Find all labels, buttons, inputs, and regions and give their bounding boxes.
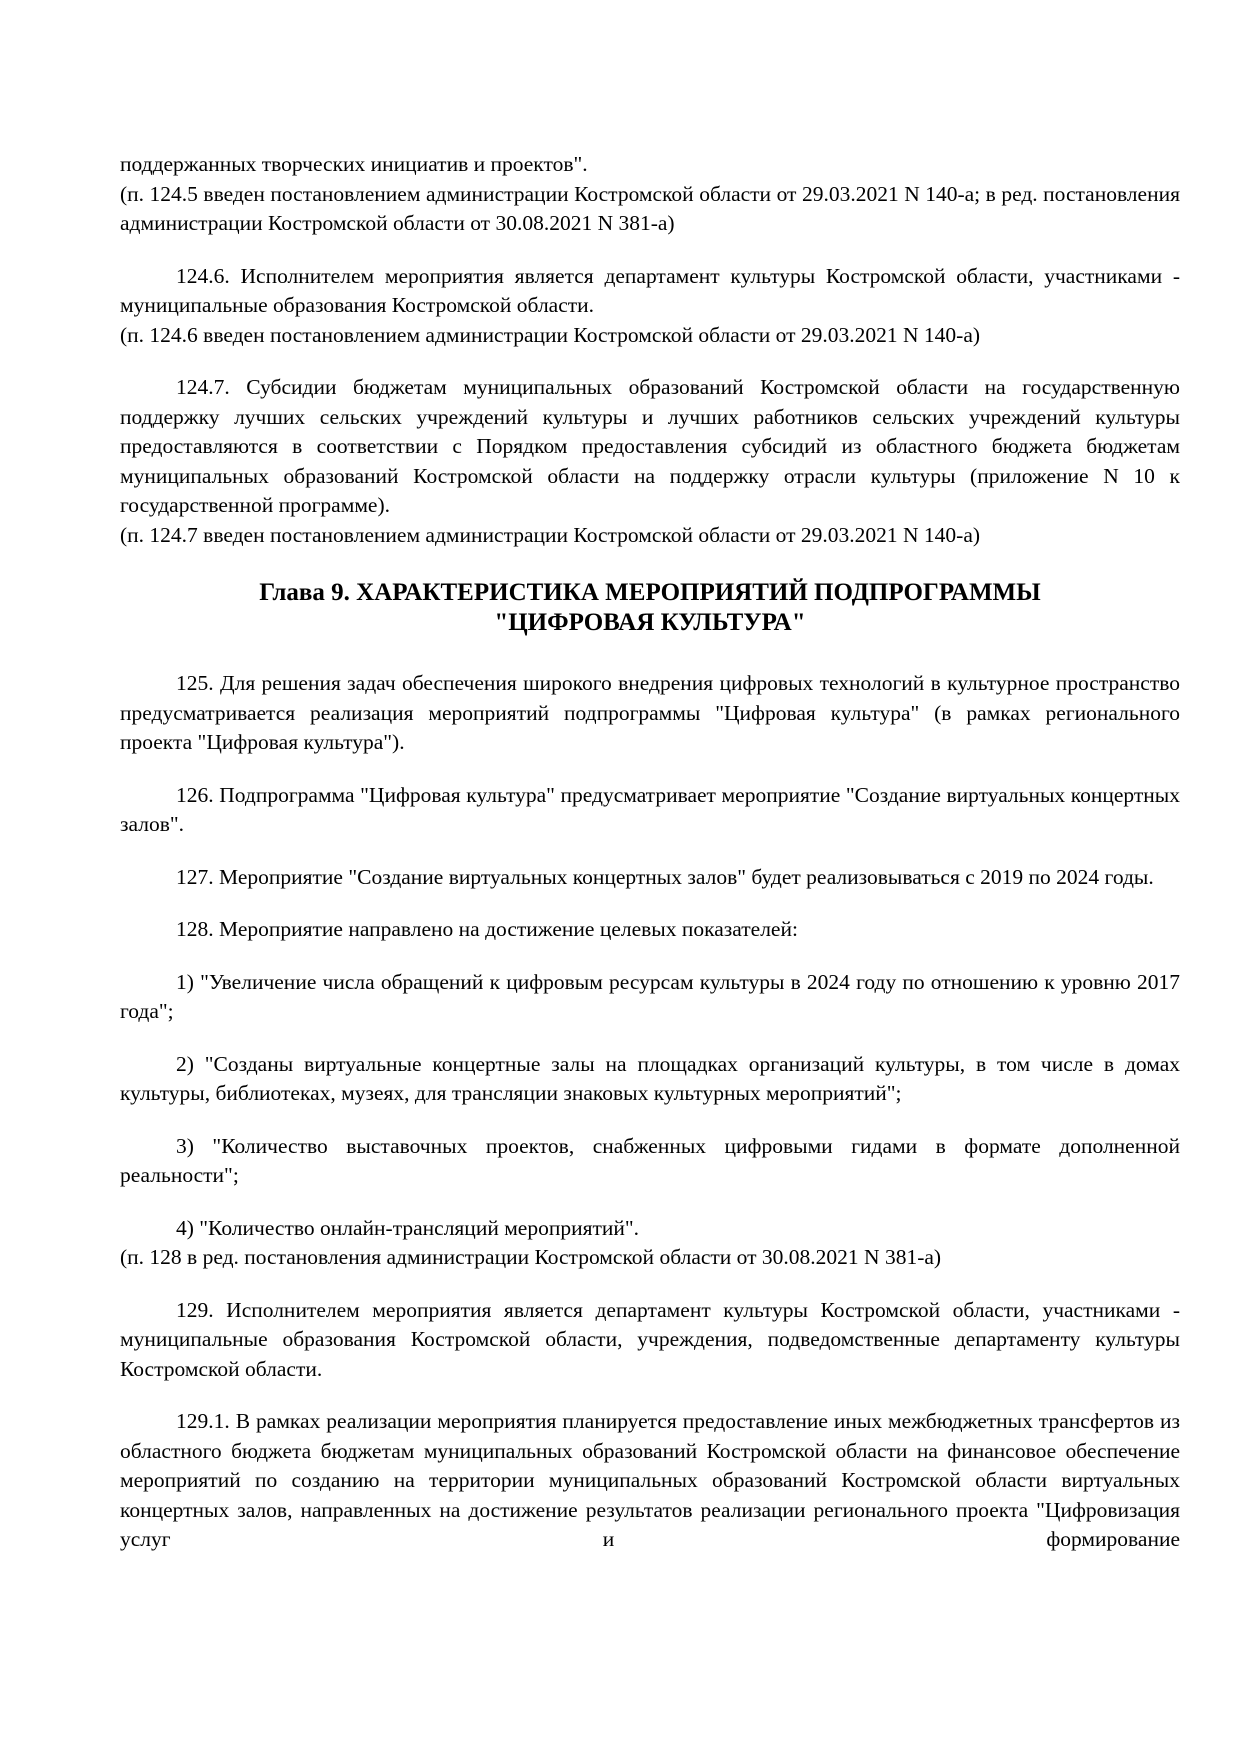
heading-line-2: "ЦИФРОВАЯ КУЛЬТУРА" [494, 609, 806, 636]
paragraph: 3) "Количество выставочных проектов, снабженных цифровыми гидами в формате дополненной реальности"; [120, 1133, 1180, 1187]
document-page [120, 150, 1180, 1555]
paragraph-note: (п. 128 в ред. постановления администрации Костромской области от 30.08.2021 N 381-а) [120, 1245, 942, 1269]
chapter-heading [120, 578, 1180, 638]
paragraph: 128. Мероприятие направлено на достижение целевых показателей: [176, 917, 798, 941]
paragraph-note: поддержанных творческих инициатив и проектов". [120, 152, 588, 176]
paragraph: 125. Для решения задач обеспечения широкого внедрения цифровых технологий в культурное пространство предусматривается реализация мероприятий подпрограммы "Цифровая культура" (в рамках регионального проекта "Цифровая культура"). [120, 671, 1180, 754]
paragraph-note: (п. 124.7 введен постановлением администрации Костромской области от 29.03.2021 N 140-а) [120, 522, 981, 547]
paragraph: 127. Мероприятие "Создание виртуальных концертных залов" будет реализовываться с 2019 по 2024 годы. [176, 864, 1154, 889]
paragraph: 124.7. Субсидии бюджетам муниципальных образований Костромской области на государственную поддержку лучших сельских учреждений культуры и лучших работников сельских учреждений культуры предоставляются в соответствии с Порядком предоставления субсидий из областного бюджета бюджетам муниципальных образований Костромской области на поддержку отрасли культуры (приложение N 10 к государственной программе). [120, 375, 1180, 517]
paragraph-note: (п. 124.6 введен постановлением администрации Костромской области от 29.03.2021 N 140-а) [120, 322, 981, 347]
paragraph-note: (п. 124.5 введен постановлением администрации Костромской области от 29.03.2021 N 140-а; в ред. постановления администрации Костромской области от 30.08.2021 N 381-а) [120, 181, 1180, 235]
paragraph: 129.1. В рамках реализации мероприятия планируется предоставление иных межбюджетных трансфертов из областного бюджета бюджетам муниципальных образований Костромской области на финансовое обеспечение мероприятий по созданию на территории муниципальных образований Костромской области виртуальных концертных залов, направленных на достижение результатов реализации регионального проекта "Цифровизация услуг и формирование [120, 1409, 1180, 1551]
section-bottom [120, 669, 1180, 1555]
paragraph: 126. Подпрограмма "Цифровая культура" предусматривает мероприятие "Создание виртуальных концертных залов". [120, 782, 1180, 836]
heading-line-1: Глава 9. ХАРАКТЕРИСТИКА МЕРОПРИЯТИЙ ПОДПРОГРАММЫ [259, 579, 1041, 606]
paragraph: 129. Исполнителем мероприятия является департамент культуры Костромской области, участниками - муниципальные образования Костромской области, учреждения, подведомственные департаменту культуры Костромской области. [120, 1297, 1180, 1381]
paragraph: 124.6. Исполнителем мероприятия является департамент культуры Костромской области, участниками - муниципальные образования Костромской области. [120, 263, 1180, 317]
paragraph: 4) "Количество онлайн-трансляций мероприятий". [176, 1215, 640, 1240]
paragraph: 1) "Увеличение числа обращений к цифровым ресурсам культуры в 2024 году по отношению к уровню 2017 года"; [120, 969, 1180, 1023]
section-top [120, 150, 1180, 550]
paragraph: 2) "Созданы виртуальные концертные залы на площадках организаций культуры, в том числе в домах культуры, библиотеках, музеях, для трансляции знаковых культурных мероприятий"; [120, 1051, 1180, 1105]
